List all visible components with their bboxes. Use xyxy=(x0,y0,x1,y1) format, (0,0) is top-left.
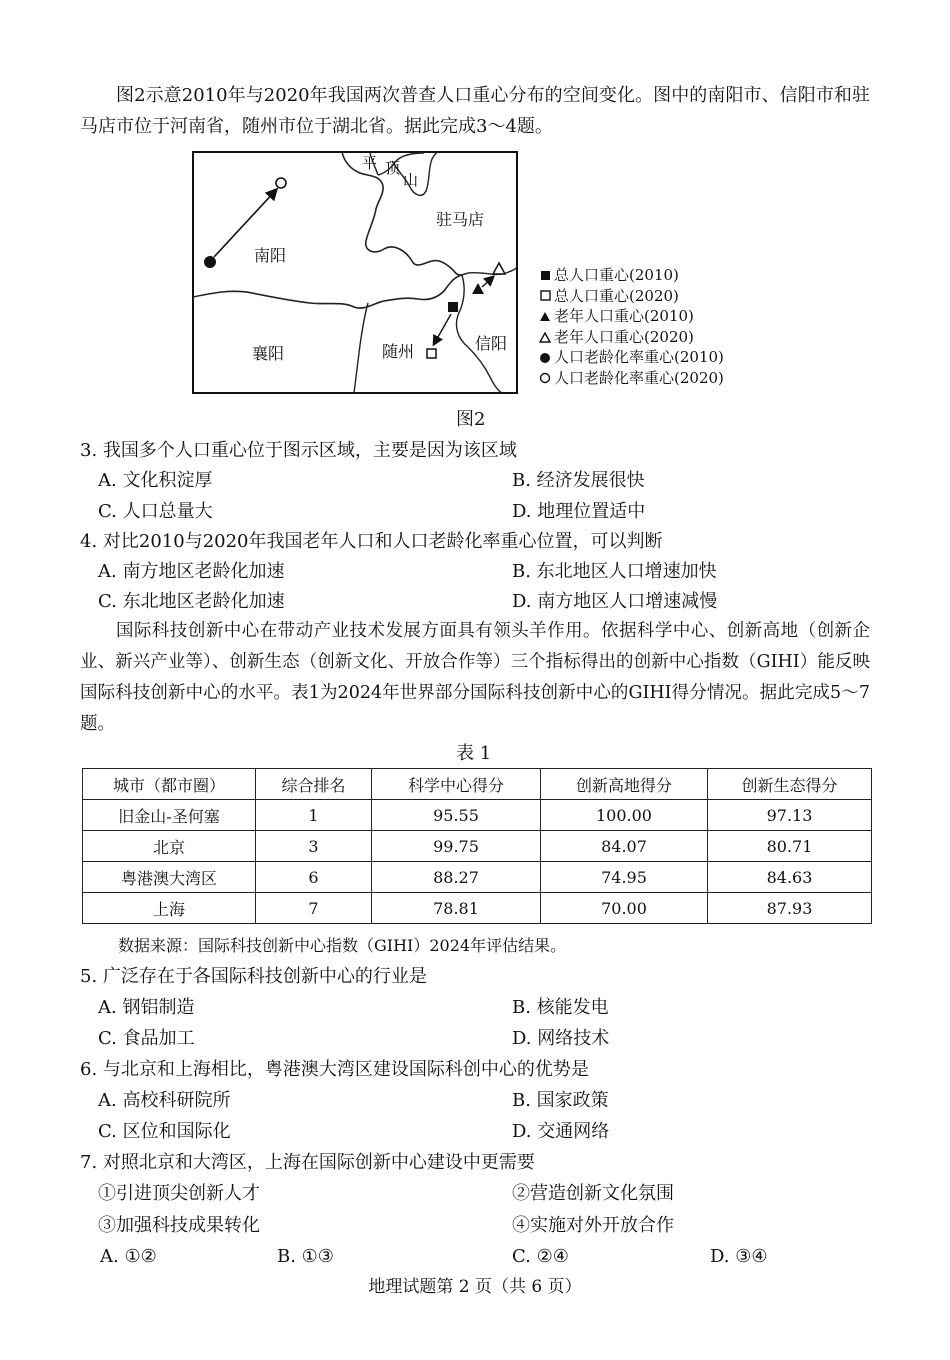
table-cell: 上海 xyxy=(83,893,256,924)
q7-option-a: A. ①② xyxy=(100,1246,157,1267)
legend-item xyxy=(536,286,724,307)
table-cell: 旧金山-圣何塞 xyxy=(83,800,256,831)
q7-option-d: D. ③④ xyxy=(710,1246,768,1267)
open-circle-icon xyxy=(536,372,554,384)
page-footer: 地理试题第 2 页（共 6 页） xyxy=(368,1277,582,1297)
legend-label: 老年人口重心(2020) xyxy=(554,327,694,346)
table-cell: 99.75 xyxy=(372,831,541,862)
table-cell: 3 xyxy=(256,831,372,862)
table-cell: 95.55 xyxy=(372,800,541,831)
filled-circle-icon xyxy=(536,352,554,364)
population-centroid-map xyxy=(192,151,518,394)
table-header-cell: 城市（都市圈） xyxy=(83,769,256,800)
legend-label: 总人口重心(2020) xyxy=(554,286,679,305)
legend-item xyxy=(536,265,724,286)
total-centroid-2020 xyxy=(427,349,436,358)
table-cell: 88.27 xyxy=(372,862,541,893)
q6-option-d: D. 交通网络 xyxy=(512,1121,610,1142)
question-7-stem: 7. 对照北京和大湾区，上海在国际创新中心建设中更需要 xyxy=(80,1152,535,1173)
label-suizhou: 随州 xyxy=(382,342,415,361)
q3-option-c: C. 人口总量大 xyxy=(98,501,213,522)
table-cell: 80.71 xyxy=(708,831,872,862)
label-zhumadian: 驻马店 xyxy=(436,210,485,229)
q6-option-b: B. 国家政策 xyxy=(512,1090,609,1111)
legend-item xyxy=(536,368,724,389)
q7-option-b: B. ①③ xyxy=(277,1246,334,1267)
map-legend xyxy=(536,265,724,389)
table-cell: 84.07 xyxy=(541,831,708,862)
label-shan: 山 xyxy=(403,171,419,189)
label-xinyang: 信阳 xyxy=(475,334,508,353)
table-cell: 84.63 xyxy=(708,862,872,893)
aging-rate-centroid-2020 xyxy=(276,178,286,188)
filled-square-icon xyxy=(536,270,554,281)
label-ping: 平 xyxy=(362,154,378,172)
q5-option-d: D. 网络技术 xyxy=(512,1028,610,1049)
intro-paragraph-2: 国际科技创新中心在带动产业技术发展方面具有领头羊作用。依据科学中心、创新高地（创新企业、新兴产业等）、创新生态（创新文化、开放合作等）三个指标得出的创新中心指数（GIHI）能反映国际科技创新中心的水平。表1为2024年世界部分国际科技创新中心的GIHI得分情况。据此完成5～7题。 xyxy=(80,621,870,734)
table-header-cell: 创新高地得分 xyxy=(541,769,708,800)
table-cell: 70.00 xyxy=(541,893,708,924)
table-header-cell: 综合排名 xyxy=(256,769,372,800)
question-6-stem: 6. 与北京和上海相比，粤港澳大湾区建设国际科创中心的优势是 xyxy=(80,1059,589,1080)
q7-statement-2: ②营造创新文化氛围 xyxy=(512,1183,674,1204)
label-xiangyang: 襄阳 xyxy=(252,344,285,363)
legend-label: 人口老龄化率重心(2020) xyxy=(554,368,724,387)
question-5-stem: 5. 广泛存在于各国际科技创新中心的行业是 xyxy=(80,966,427,987)
figure-caption: 图2 xyxy=(456,409,486,430)
legend-item xyxy=(536,306,724,327)
q4-option-d: D. 南方地区人口增速减慢 xyxy=(512,591,718,612)
filled-triangle-icon xyxy=(536,311,554,322)
q6-option-a: A. 高校科研院所 xyxy=(98,1090,231,1111)
label-nanyang: 南阳 xyxy=(254,246,287,265)
legend-item xyxy=(536,327,724,348)
question-4-stem: 4. 对比2010与2020年我国老年人口和人口老龄化率重心位置，可以判断 xyxy=(80,531,663,552)
legend-item xyxy=(536,347,724,368)
q5-option-a: A. 钢铝制造 xyxy=(98,997,195,1018)
table-header-row xyxy=(83,769,872,800)
label-ding: 顶 xyxy=(385,159,401,177)
q6-option-c: C. 区位和国际化 xyxy=(98,1121,231,1142)
table-caption: 表 1 xyxy=(456,743,492,764)
legend-label: 总人口重心(2010) xyxy=(554,266,679,284)
q7-statement-3: ③加强科技成果转化 xyxy=(98,1215,260,1236)
q5-option-c: C. 食品加工 xyxy=(98,1028,195,1049)
table-cell: 87.93 xyxy=(708,893,872,924)
table-header-cell: 创新生态得分 xyxy=(708,769,872,800)
table-cell: 6 xyxy=(256,862,372,893)
q7-statement-1: ①引进顶尖创新人才 xyxy=(98,1183,260,1204)
legend-label: 人口老龄化率重心(2010) xyxy=(554,348,724,367)
table-row xyxy=(83,800,872,831)
q4-option-c: C. 东北地区老龄化加速 xyxy=(98,591,285,612)
open-triangle-icon xyxy=(536,332,554,343)
q3-option-d: D. 地理位置适中 xyxy=(512,501,646,522)
table-cell: 粤港澳大湾区 xyxy=(83,862,256,893)
table-cell: 1 xyxy=(256,800,372,831)
q3-option-b: B. 经济发展很快 xyxy=(512,470,645,491)
legend-label: 老年人口重心(2010) xyxy=(554,307,694,326)
table-cell: 78.81 xyxy=(372,893,541,924)
table-cell: 74.95 xyxy=(541,862,708,893)
table-cell: 97.13 xyxy=(708,800,872,831)
table-cell: 7 xyxy=(256,893,372,924)
question-3-stem: 3. 我国多个人口重心位于图示区域，主要是因为该区域 xyxy=(80,440,517,461)
open-square-icon xyxy=(536,290,554,301)
gihi-score-table xyxy=(82,768,872,924)
intro-paragraph-1: 图2示意2010年与2020年我国两次普查人口重心分布的空间变化。图中的南阳市、信阳市和驻马店市位于河南省，随州市位于湖北省。据此完成3～4题。 xyxy=(80,85,870,137)
table-row xyxy=(83,893,872,924)
aging-rate-centroid-2010 xyxy=(204,256,216,268)
q7-option-c: C. ②④ xyxy=(512,1246,569,1267)
table-row xyxy=(83,831,872,862)
total-centroid-2010 xyxy=(448,302,458,312)
table-header-cell: 科学中心得分 xyxy=(372,769,541,800)
q4-option-b: B. 东北地区人口增速加快 xyxy=(512,561,717,582)
q3-option-a: A. 文化积淀厚 xyxy=(98,470,213,491)
q4-option-a: A. 南方地区老龄化加速 xyxy=(98,561,285,582)
q5-option-b: B. 核能发电 xyxy=(512,997,609,1018)
q7-statement-4: ④实施对外开放合作 xyxy=(512,1215,674,1236)
table-cell: 100.00 xyxy=(541,800,708,831)
table-source-note: 数据来源：国际科技创新中心指数（GIHI）2024年评估结果。 xyxy=(118,936,567,955)
table-cell: 北京 xyxy=(83,831,256,862)
table-row xyxy=(83,862,872,893)
